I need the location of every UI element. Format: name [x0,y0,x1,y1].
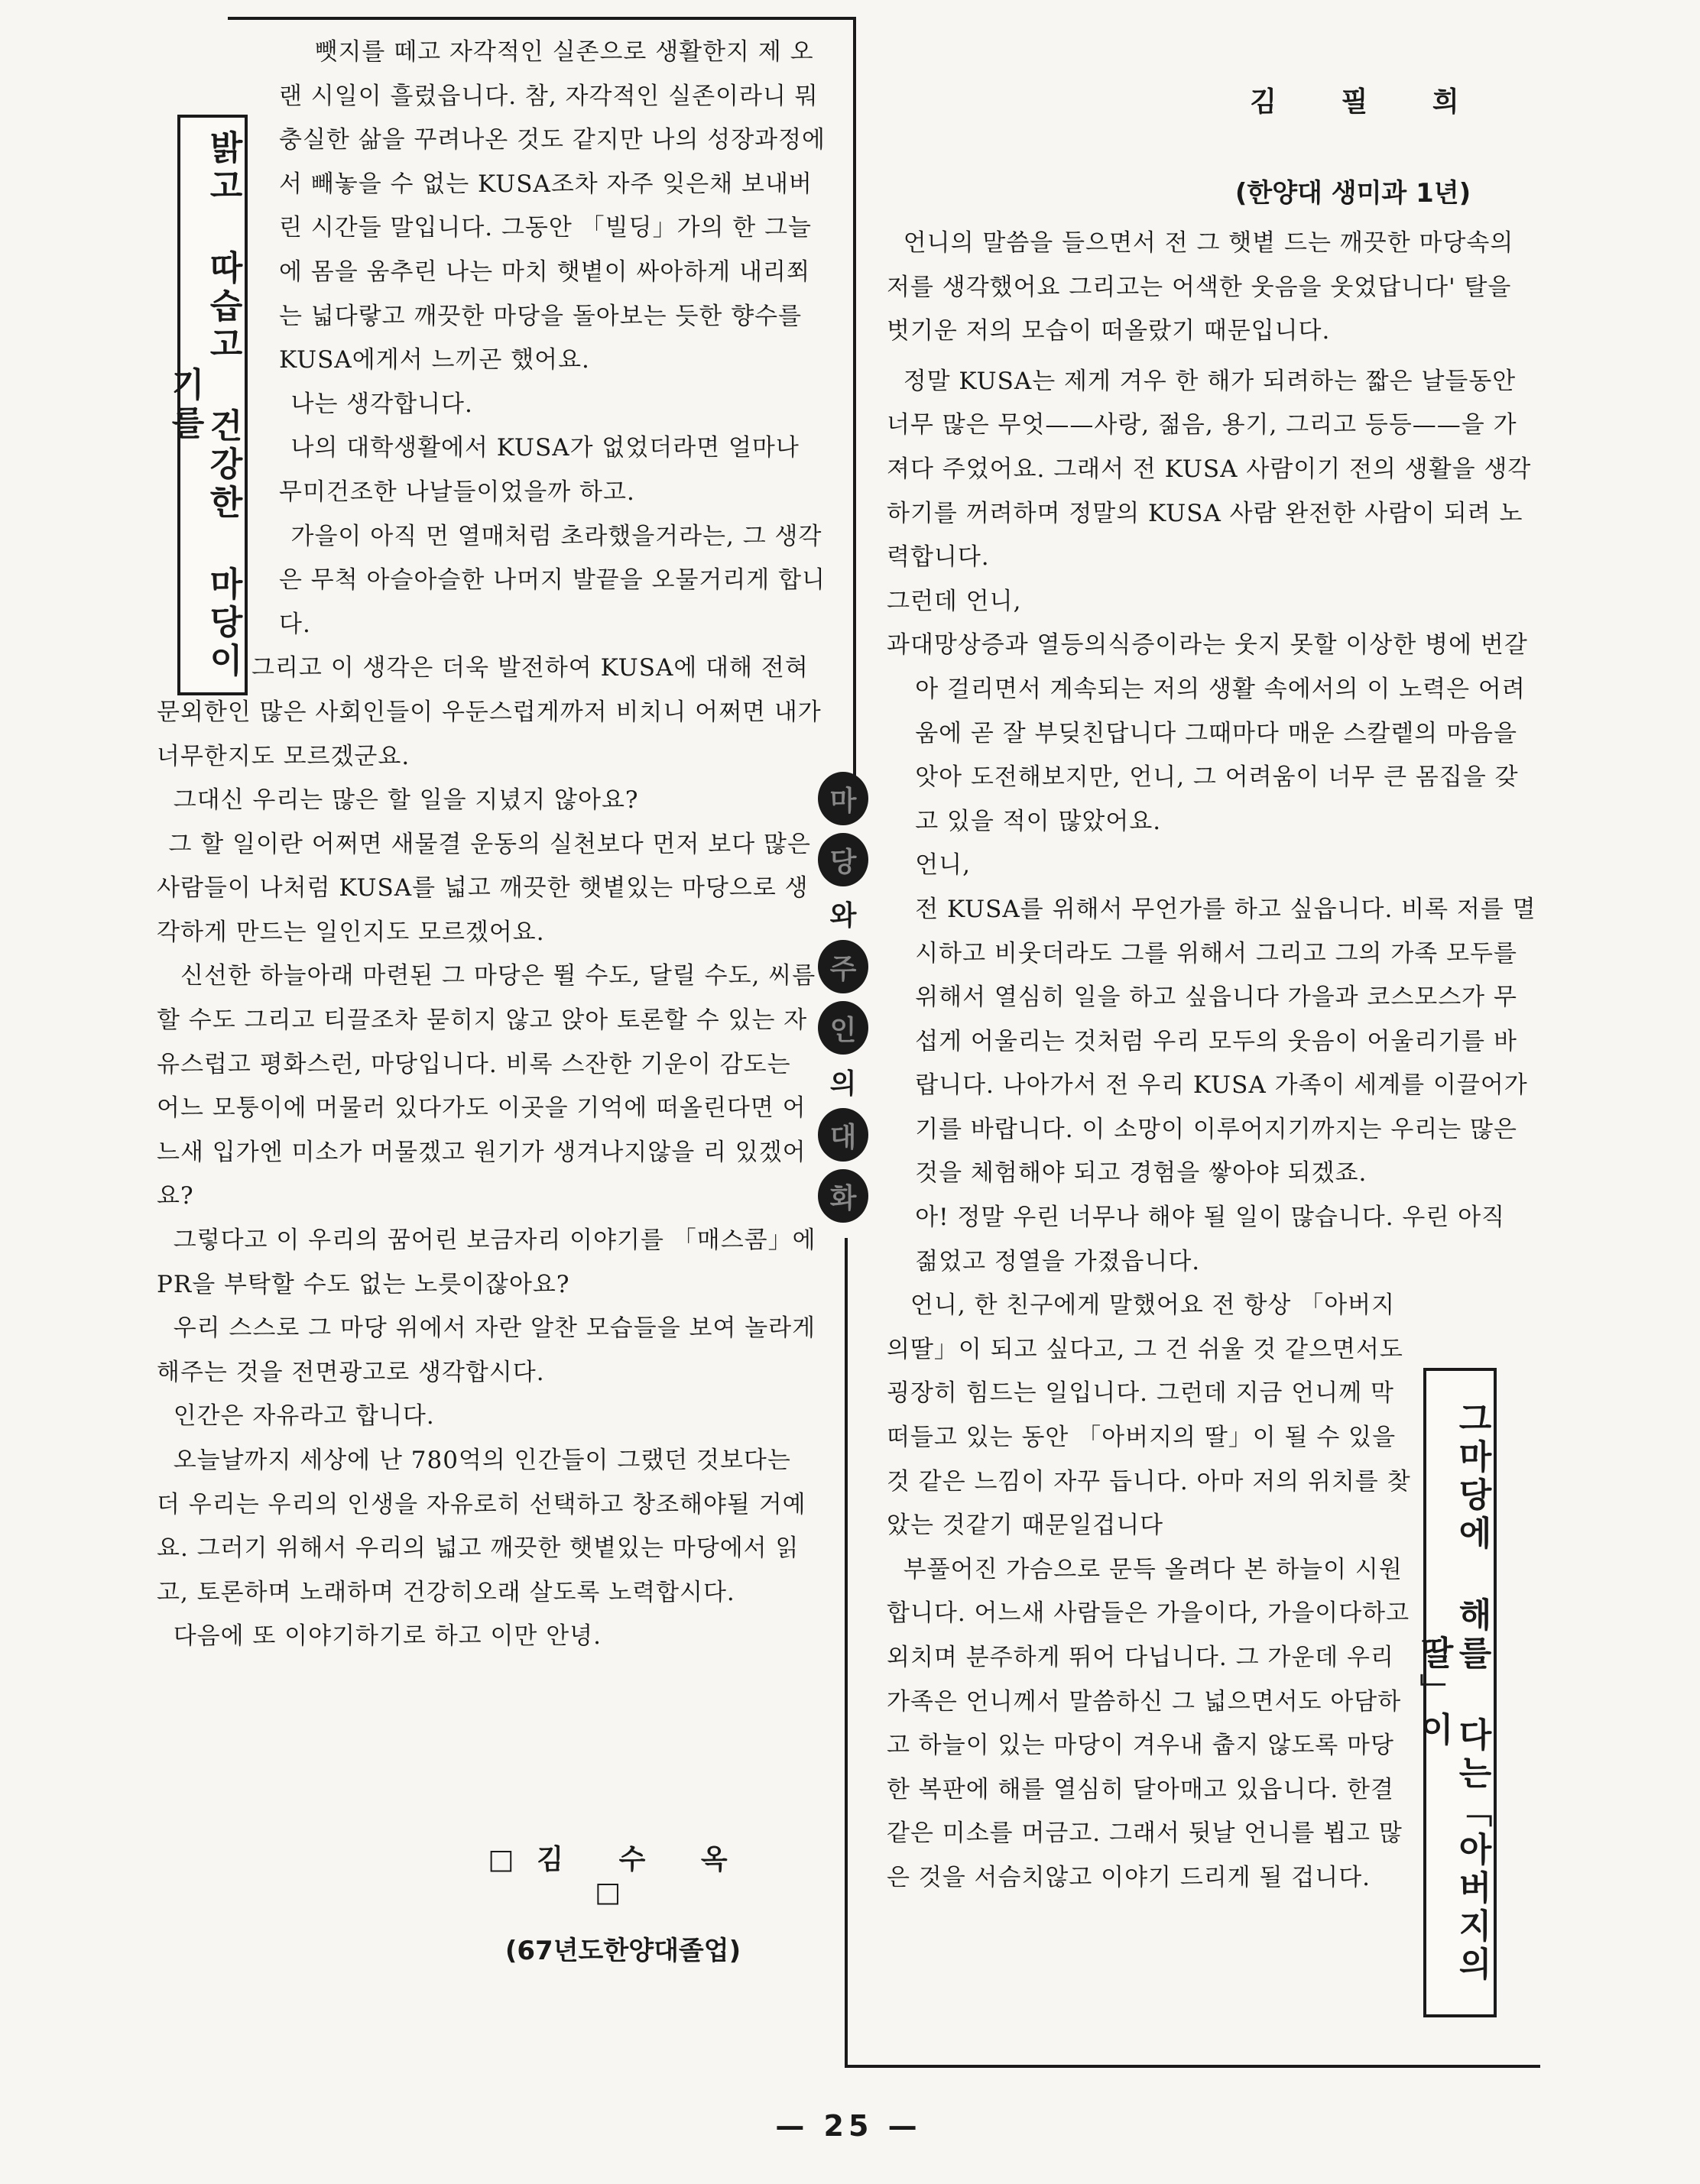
title-char-5: 인 [818,1001,868,1055]
left-paragraph-11: 인간은 자유라고 합니다. [173,1402,435,1431]
left-paragraph-1: 뺏지를 떼고 자각적인 실존으로 생활한지 제 오랜 시일이 흘렀읍니다. 참, 자각적인 실존이라니 뭐 충실한 삶을 꾸려나온 것도 같지만 나의 성장과정에서 빼놓을 수 없는 KUSA조차 자주 잊은채 보내버린 시간들 말입니다. 그동안 「빌딩」가의 한 그늘에 몸을 움추린 나는 마치 햇볕이 싸아하게 내리쬐는 넓다랗고 깨끗한 마당을 돌아보는 듯한 향수를 KUSA에게서 느끼곤 했어요. [279,38,826,374]
left-column-title: 밝고 따습고 건강한 마당이기를 [177,115,248,695]
left-article-body [157,31,826,1659]
center-vertical-rule-lower [845,1238,848,2067]
left-paragraph-2: 나는 생각합니다. [290,390,473,418]
right-paragraph-8: 언니, 한 친구에게 말했어요 전 항상 「아버지의딸」이 되고 싶다고, 그 건 쉬울 것 같으면서도 굉장히 힘드는 일입니다. 그런데 지금 언니께 막 떠들고 있는 동안 「아버지의 딸」이 될 수 있을 것 같은 느낌이 자꾸 듭니다. 아마 저의 위치를 찾았는 것같기 때문일겁니다 [887,1291,1411,1540]
left-author-affiliation: (67년도한양대졸업) [504,1936,741,1966]
title-char-3: 와 [829,899,857,932]
right-paragraph-1: 언니의 말씀을 들으면서 전 그 햇볕 드는 깨끗한 마당속의 저를 생각했어요 그리고는 어색한 웃음을 웃었답니다' 탈을 벗기운 저의 모습이 떠올랐기 때문입니다. [887,229,1514,345]
right-column-title: 그마당에 해를 다는「아버지의 딸」이 [1423,1368,1497,2017]
right-bottom-rule [845,2065,1540,2068]
right-paragraph-3: 그런데 언니, [887,587,1022,615]
right-paragraph-4: 과대망상증과 열등의식증이라는 웃지 못할 이상한 병에 번갈아 걸리면서 계속되는 저의 생활 속에서의 이 노력은 어려움에 곧 잘 부딪친답니다 그때마다 매운 스칼렡의 마음을 앗아 도전해보지만, 언니, 그 어려움이 너무 큰 몸집을 갖고 있을 적이 많았어요. [887,631,1528,835]
title-char-6: 의 [829,1068,857,1100]
right-paragraph-6: 전 KUSA를 위해서 무언가를 하고 싶읍니다. 비록 저를 멸시하고 비웃더라도 그를 위해서 그리고 그의 가족 모두를 위해서 열심히 일을 하고 싶읍니다 가을과 코스모스가 무섭게 어울리는 것처럼 우리 모두의 웃음이 어울리기를 바랍니다. 나아가서 전 우리 KUSA 가족이 세계를 이끌어가기를 바랍니다. 이 소망이 이루어지기까지는 우리는 많은 것을 체험해야 되고 경험을 쌓아야 되겠죠. [915,895,1536,1188]
title-char-8: 화 [818,1169,868,1223]
left-paragraph-3: 나의 대학생활에서 KUSA가 없었더라면 얼마나 무미건조한 나날들이었을까 하고. [279,434,800,506]
title-char-1: 마 [818,772,868,825]
right-paragraph-2: 정말 KUSA는 제게 겨우 한 해가 되려하는 짧은 날들동안 너무 많은 무엇——사랑, 젊음, 용기, 그리고 등등——을 가져다 주었어요. 그래서 전 KUSA 사람이기 전의 생활을 생각하기를 꺼려하며 정말의 KUSA 사람 완전한 사람이 되려 노력합니다. [887,367,1532,572]
left-paragraph-9: 그렇다고 이 우리의 꿈어린 보금자리 이야기를 「매스콤」에 PR을 부탁할 수도 없는 노릇이잖아요? [157,1226,816,1298]
left-paragraph-4: 가을이 아직 먼 열매처럼 초라했을거라는, 그 생각은 무척 아슬아슬한 나머지 발끝을 오물거리게 합니다. [279,522,826,638]
left-paragraph-8: 신선한 하늘아래 마련된 그 마당은 뛸 수도, 달릴 수도, 씨름할 수도 그리고 티끌조차 묻히지 않고 앉아 토론할 수 있는 자유스럽고 평화스런, 마당입니다. 비록 스잔한 기운이 감도는 어느 모퉁이에 머물러 있다가도 이곳을 기억에 떠올린다면 어느새 입가엔 미소가 머물겠고 원기가 생겨나지않을 리 있겠어요? [157,962,816,1210]
left-paragraph-12: 오늘날까지 세상에 난 780억의 인간들이 그랬던 것보다는 더 우리는 우리의 인생을 자유로히 선택하고 창조해야될 거예요. 그러기 위해서 우리의 넓고 깨끗한 햇볕있는 마당에서 읽고, 토론하며 노래하며 건강히오래 살도록 노력합시다. [157,1447,806,1606]
right-paragraph-9: 부풀어진 가슴으로 문득 올려다 본 하늘이 시원합니다. 어느새 사람들은 가을이다, 가을이다하고 외치며 분주하게 뛰어 다닙니다. 그 가운데 우리가족은 언니께서 말씀하신 그 넓으면서도 아담하고 하늘이 있는 마당이 겨우내 춥지 않도록 마당 한 복판에 해를 열심히 달아매고 있읍니다. 한결같은 미소를 머금고. 그래서 뒷날 언니를 뵙고 많은 것을 서슴치않고 이야기 드리게 될 겁니다. [887,1555,1410,1891]
left-paragraph-10: 우리 스스로 그 마당 위에서 자란 알찬 모습들을 보여 놀라게 해주는 것을 전면광고로 생각합시다. [157,1314,816,1386]
right-article-body [887,222,1536,1900]
left-top-rule [228,17,855,20]
title-char-4: 주 [818,940,868,993]
left-paragraph-6: 그대신 우리는 많은 할 일을 지녔지 않아요? [173,786,639,815]
right-paragraph-5: 언니, [915,851,971,880]
right-author-name: 김 필 희 [1250,86,1487,118]
title-char-2: 당 [818,833,868,886]
title-char-7: 대 [818,1108,868,1162]
page-number: — 25 — [775,2109,922,2143]
center-vertical-rule [853,17,856,796]
left-paragraph-5: 그리고 이 생각은 더욱 발전하여 KUSA에 대해 전혀 문외한인 많은 사회인들이 우둔스럽게까저 비치니 어쩌면 내가 너무한지도 모르겠군요. [157,654,822,770]
center-dialogue-title [813,768,874,1226]
left-author-name: □김 수 옥□ [488,1844,751,1908]
right-paragraph-7: 아! 정말 우린 너무나 해야 될 일이 많습니다. 우린 아직 젊었고 정열을 가졌읍니다. [915,1204,1506,1275]
right-author-affiliation: (한양대 생미과 1년) [1234,178,1471,209]
left-paragraph-13: 다음에 또 이야기하기로 하고 이만 안녕. [173,1622,602,1651]
left-paragraph-7: 그 할 일이란 어쩌면 새물결 운동의 실천보다 먼저 보다 많은 사람들이 나처럼 KUSA를 넓고 깨끗한 햇볕있는 마당으로 생각하게 만드는 일인지도 모르겠어요. [157,830,811,946]
